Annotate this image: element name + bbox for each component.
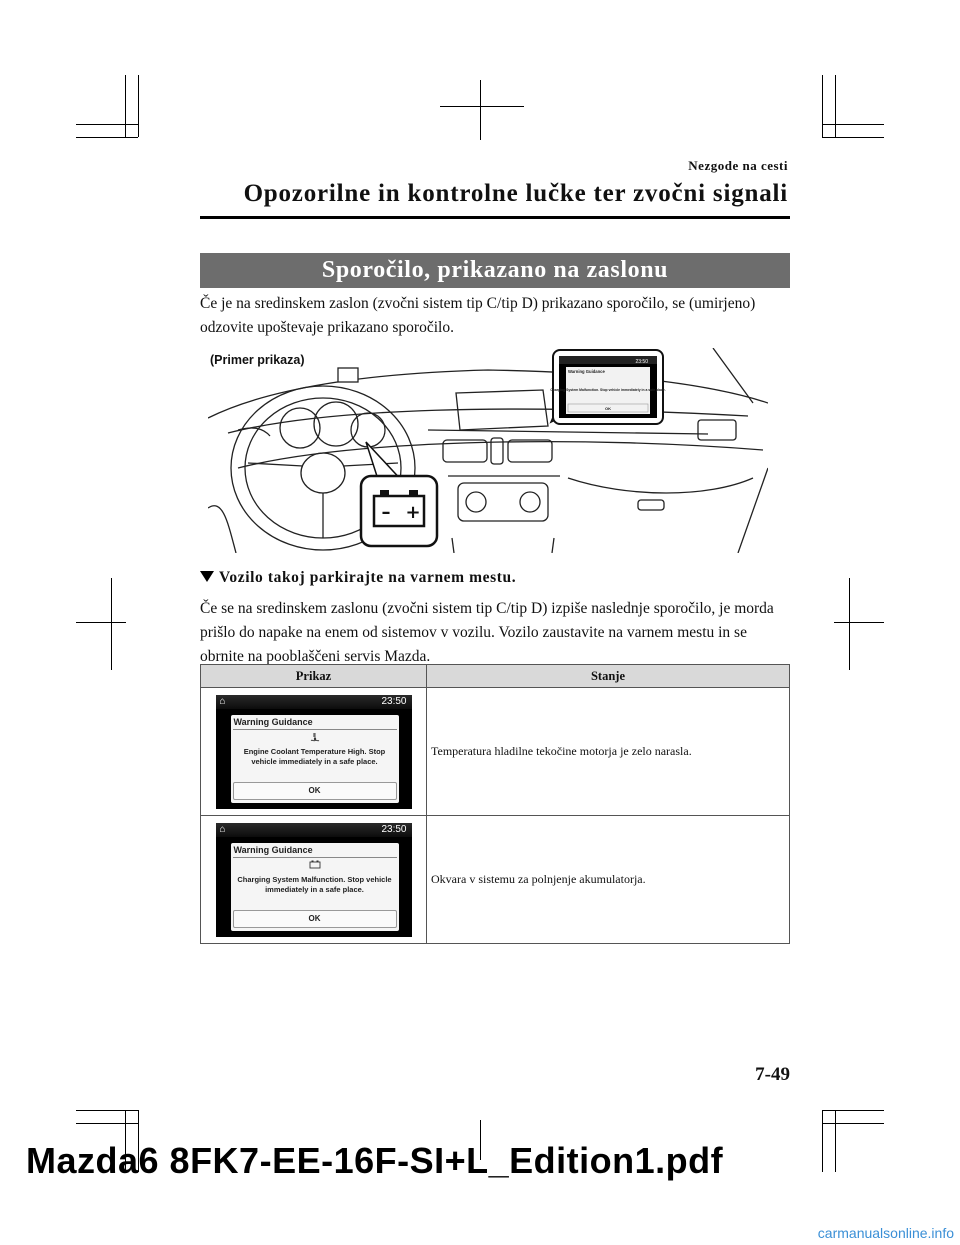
home-icon: ⌂ [219,695,226,707]
dialog-message: Engine Coolant Temperature High. Stop vehicle immediately in a safe place. [243,746,386,766]
column-header-state: Stanje [427,665,790,688]
warning-screen-charging [216,823,412,937]
coolant-temperature-icon [231,732,399,744]
section-title: Opozorilne in kontrolne lučke ter zvočni signali [243,180,788,207]
ok-button[interactable]: OK [233,910,397,928]
footer-site-link[interactable]: carmanualsonline.info [817,1225,954,1241]
table-header-row [201,665,790,688]
svg-text:+: + [405,502,421,523]
dialog-title: Warning Guidance [233,716,313,727]
topic-heading-band: Sporočilo, prikazano na zaslonu [200,253,790,288]
warning-dialog [231,715,399,803]
mini-screen-message: Charging System Malfunction. Stop vehicle immediately in a safe place. [550,388,666,392]
subsection-paragraph: Če se na sredinskem zaslonu (zvočni sistem tip C/tip D) izpiše naslednje sporočilo, je morda prišlo do napake na enem od sistemov v vozilu. Vozilo zaustavite na varnem mestu in se obrnite na pooblaščeni servis Mazda. [200,600,774,665]
chapter-label: Nezgode na cesti [688,158,788,173]
dialog-message: Charging System Malfunction. Stop vehicle immediately in a safe place. [237,874,392,894]
subsection-heading: Vozilo takoj parkirajte na varnem mestu. [200,569,516,587]
dashboard-illustration [208,348,768,553]
warning-screen-coolant [216,695,412,809]
warning-table [200,664,790,944]
mini-screen-time: 23:50 [635,359,648,365]
screen-time: 23:50 [381,823,407,835]
footer-filename: Mazda6 8FK7-EE-16F-SI+L_Edition1.pdf [26,1140,724,1181]
dialog-title: Warning Guidance [233,844,313,855]
state-cell: Okvara v sistemu za polnjenje akumulatorja. [427,816,790,944]
svg-text:–: – [381,502,391,523]
state-cell: Temperatura hladilne tekočine motorja je zelo narasla. [427,688,790,816]
intro-paragraph: Če je na sredinskem zaslon (zvočni sistem tip C/tip D) prikazano sporočilo, se (umirjeno) odzovite upoštevaje prikazano sporočilo. [200,295,756,336]
battery-icon [231,860,399,871]
header-rule [200,216,790,219]
home-icon: ⌂ [219,823,226,835]
screen-time: 23:50 [381,695,407,707]
triangle-bullet-icon [200,571,214,582]
illustration-caption: (Primer prikaza) [210,353,305,367]
table-row [201,816,790,944]
page-number: 7-49 [755,1064,790,1085]
ok-button[interactable]: OK [233,782,397,800]
warning-dialog [231,843,399,931]
mini-screen-ok: OK [605,406,611,411]
column-header-display: Prikaz [201,665,427,688]
mini-screen-title: Warning Guidance [568,369,605,374]
table-row [201,688,790,816]
